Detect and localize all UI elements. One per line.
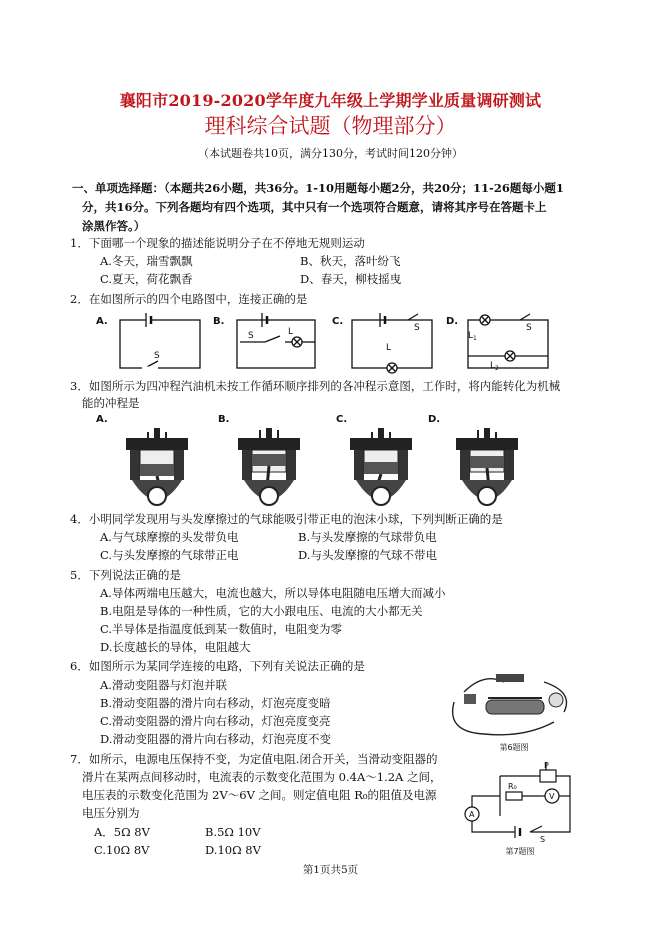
question-2-stem: 2．在如图所示的四个电路图中，连接正确的是	[70, 292, 308, 306]
question-7-line-3: 电压表的示数变化范围为 2V～6V 之间。则定值电阻 R₀的阻值及电源	[82, 788, 437, 802]
q2-label-b: B.	[213, 316, 225, 327]
question-1-stem: 1．下面哪一个现象的描述能说明分子在不停地无规则运动	[70, 236, 365, 250]
question-7-line-1: 7．如所示，电源电压保持不变，为定值电阻.闭合开关，当滑动变阻器的	[70, 752, 438, 766]
q5-option-a: A.导体两端电压越大，电流也越大，所以导体电阻随电压增大而减小	[100, 586, 446, 600]
q7-label-p: P	[544, 761, 549, 770]
engine-a	[126, 428, 188, 505]
q2-c-lamp-label: L	[386, 343, 392, 353]
q7-option-a: A．5Ω 8V	[94, 825, 150, 839]
q6-option-d: D.滑动变阻器的滑片向右移动，灯泡亮度不变	[100, 732, 331, 746]
q5-option-b: B.电阻是导体的一种性质，它的大小跟电压、电流的大小都无关	[100, 604, 423, 618]
q6-caption: 第6题图	[499, 743, 529, 752]
q7-label-a-meter: A	[469, 810, 475, 819]
q7-option-c: C.10Ω 8V	[94, 843, 150, 857]
q4-option-a: A.与气球摩擦的头发带负电	[100, 530, 239, 544]
q7-caption: 第7题图	[505, 847, 535, 856]
q2-b-switch-label: S	[248, 331, 254, 341]
q7-label-r0: R₀	[508, 782, 517, 791]
section-line-1: 一、单项选择题：（本题共26小题，共36分。1-10用题每小题2分，共20分；11-26题每小题1	[72, 181, 564, 195]
q4-option-b: B.与头发摩擦的气球带负电	[298, 530, 437, 544]
q3-label-a: A.	[96, 414, 108, 425]
q1-option-b: B、秋天，落叶纷飞	[300, 254, 401, 268]
q2-label-c: C.	[332, 316, 344, 327]
engine-stroke-diagrams	[88, 410, 568, 515]
section-line-3: 涂黑作答。）	[82, 219, 146, 233]
q2-d-lamp1-label: $L_1$	[468, 331, 477, 342]
q7-option-b: B.5Ω 10V	[205, 825, 261, 839]
q6-option-b: B.滑动变阻器的滑片向右移动，灯泡亮度变暗	[100, 696, 331, 710]
q1-option-a: A.冬天，瑞雪飘飘	[100, 254, 193, 268]
q2-d-switch-label: S	[526, 323, 532, 333]
exam-subtitle: 理科综合试题（物理部分）	[204, 114, 457, 138]
question-4-stem: 4．小明同学发现用与头发摩擦过的气球能吸引带正电的泡沫小球，下列判断正确的是	[70, 512, 503, 526]
q2-c-switch-label: S	[414, 323, 420, 333]
question-3-line-2: 能的冲程是	[82, 396, 140, 410]
question-7-line-4: 电压分别为	[82, 806, 140, 820]
exam-title: 襄阳市2019-2020学年度九年级上学期学业质量调研测试	[119, 91, 542, 110]
q1-option-d: D、春天，柳枝摇曳	[300, 272, 402, 286]
q2-a-switch-label: S	[154, 351, 160, 361]
section-line-2: 分，共16分。下列各题均有四个选项，其中只有一个选项符合题意，请将其序号在答题卡上	[82, 200, 547, 214]
exam-note: （本试题卷共10页，满分130分，考试时间120分钟）	[198, 147, 463, 160]
engine-c	[350, 428, 412, 505]
q4-option-d: D.与头发摩擦的气球不带电	[298, 548, 437, 562]
q2-label-a: A.	[96, 316, 108, 327]
question-6-stem: 6．如图所示为某同学连接的电路，下列有关说法正确的是	[70, 659, 365, 673]
q7-option-d: D.10Ω 8V	[205, 843, 261, 857]
question-7-line-2: 滑片在某两点间移动时，电流表的示数变化范围为 0.4A～1.2A 之间，	[82, 770, 442, 784]
section-instructions	[72, 179, 582, 236]
q3-label-b: B.	[218, 414, 230, 425]
q1-option-c: C.夏天，荷花飘香	[100, 272, 193, 286]
q6-option-a: A.滑动变阻器与灯泡并联	[100, 678, 227, 692]
q5-option-d: D.长度越长的导体，电阻越大	[100, 640, 251, 654]
q7-label-s: S	[540, 835, 546, 844]
q2-b-lamp-label: L	[288, 327, 294, 337]
q3-label-d: D.	[428, 414, 441, 425]
q2-label-d: D.	[446, 316, 459, 327]
q2-d-lamp2-label: $L_2$	[490, 361, 499, 372]
page-footer: 第1页共5页	[302, 864, 359, 876]
q3-label-c: C.	[336, 414, 348, 425]
circuit-diagrams	[90, 308, 550, 378]
engine-b	[238, 428, 300, 505]
q4-option-c: C.与头发摩擦的气球带正电	[100, 548, 239, 562]
q5-option-c: C.半导体是指温度低到某一数值时，电阻变为零	[100, 622, 343, 636]
q7-circuit-diagram	[460, 756, 580, 856]
q6-option-c: C.滑动变阻器的滑片向右移动，灯泡亮度变亮	[100, 714, 331, 728]
question-3-line-1: 3．如图所示为四冲程汽油机未按工作循环顺序排列的各冲程示意图，工作时，将内能转化为机械	[70, 379, 561, 393]
q6-circuit-photo	[444, 662, 584, 752]
engine-d	[456, 428, 518, 505]
q7-label-v: V	[549, 792, 555, 801]
question-5-stem: 5．下列说法正确的是	[70, 568, 181, 582]
